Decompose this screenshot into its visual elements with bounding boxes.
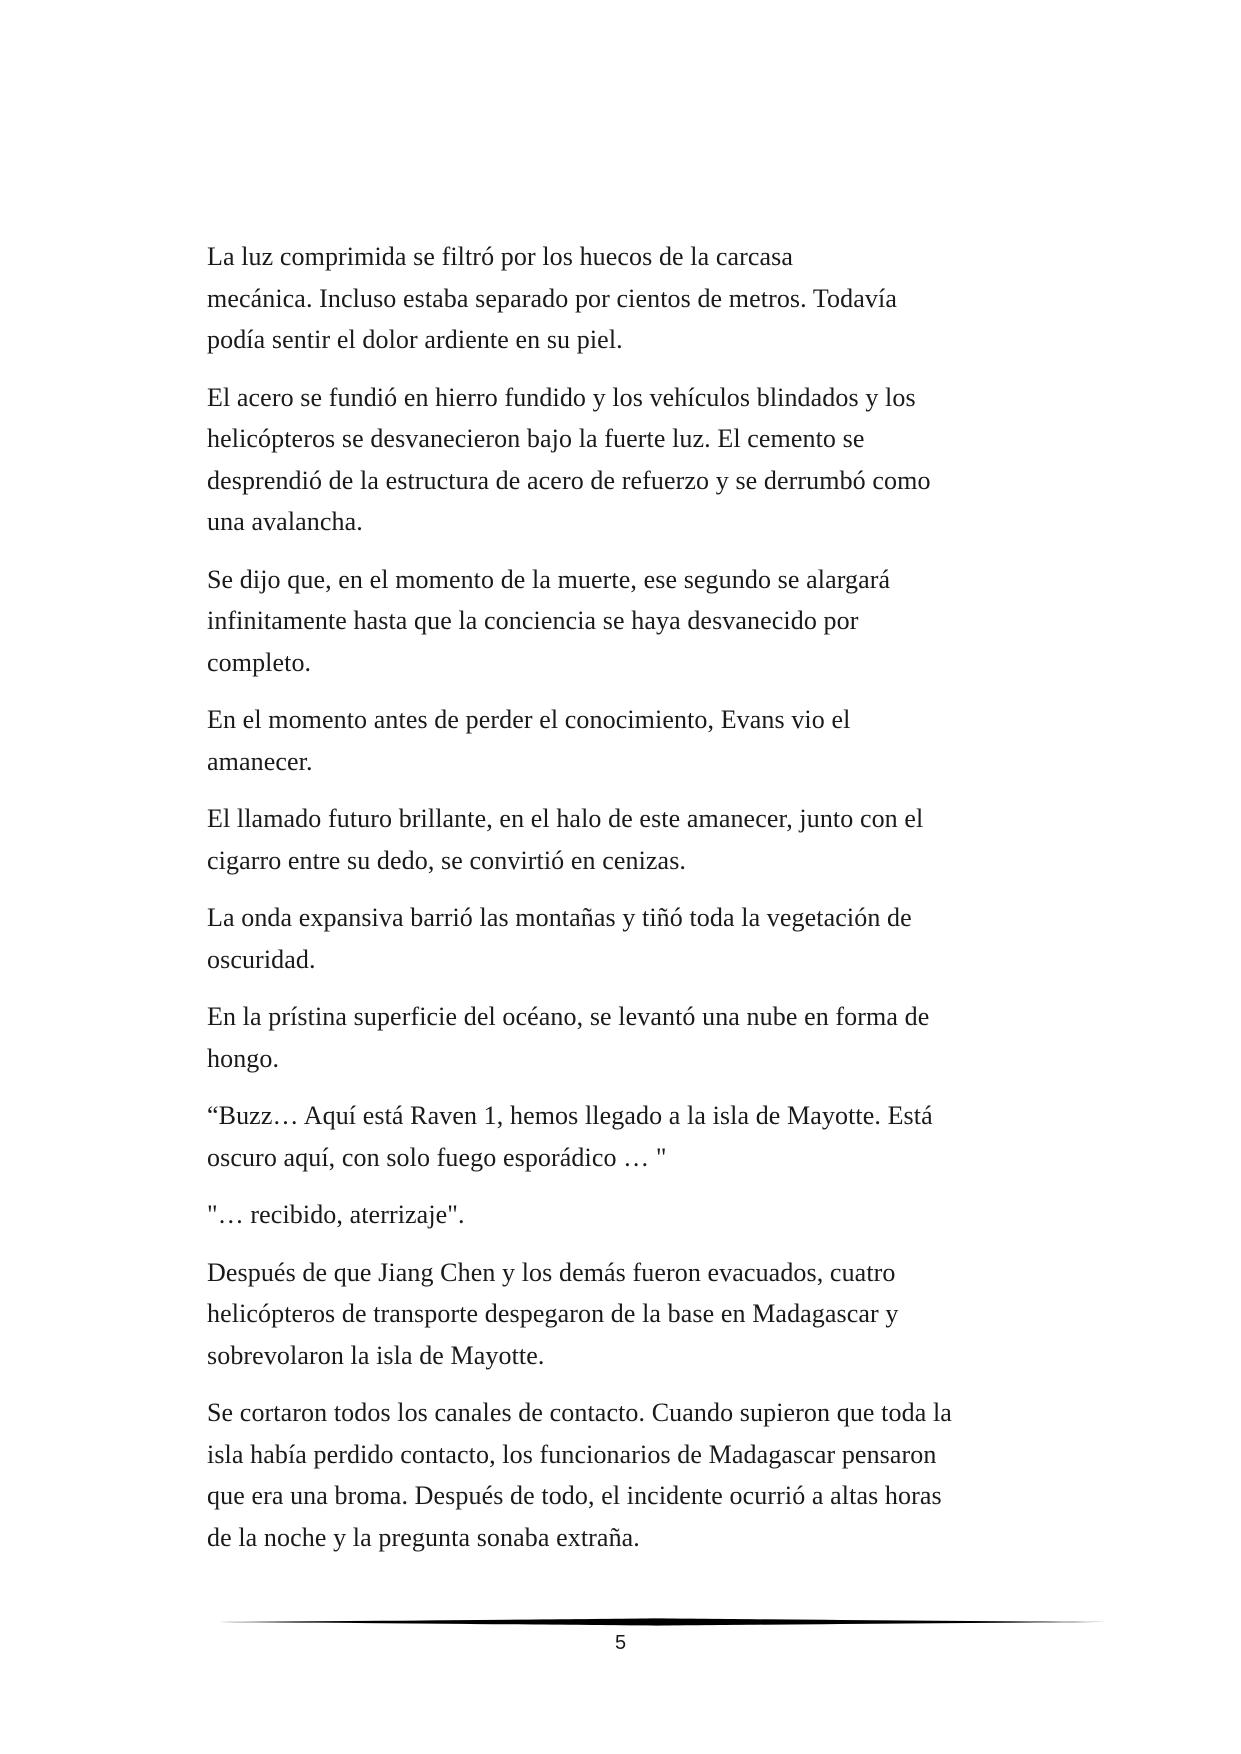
page-number: 5 — [614, 1632, 627, 1654]
paragraph: “Buzz… Aquí está Raven 1, hemos llegado a la isla de Mayotte. Está oscuro aquí, con solo fuego esporádico … " — [207, 1101, 933, 1172]
footer-divider-swash — [207, 1618, 1107, 1625]
paragraph: En el momento antes de perder el conocimiento, Evans vio el amanecer. — [207, 705, 851, 776]
body-text — [207, 236, 1077, 1574]
paragraph: "… recibido, aterrizaje". — [207, 1200, 465, 1229]
paragraph: En la prístina superficie del océano, se levantó una nube en forma de hongo. — [207, 1002, 930, 1073]
paragraph: Se dijo que, en el momento de la muerte, ese segundo se alargará infinitamente hasta que la conciencia se haya desvanecido por completo. — [207, 564, 891, 677]
paragraph: El llamado futuro brillante, en el halo de este amanecer, junto con el cigarro entre su dedo, se convirtió en cenizas. — [207, 804, 924, 875]
footer-divider — [207, 1616, 1107, 1628]
paragraph: La luz comprimida se filtró por los huecos de la carcasa mecánica. Incluso estaba separado por cientos de metros. Todavía podía sentir el dolor ardiente en su piel. — [207, 242, 897, 354]
paragraph: La onda expansiva barrió las montañas y tiñó toda la vegetación de oscuridad. — [207, 903, 912, 974]
paragraph: Después de que Jiang Chen y los demás fueron evacuados, cuatro helicópteros de transporte despegaron de la base en Madagascar y sobrevolaron la isla de Mayotte. — [207, 1257, 899, 1370]
paragraph: El acero se fundió en hierro fundido y los vehículos blindados y los helicópteros se desvanecieron bajo la fuerte luz. El cemento se desprendió de la estructura de acero de refuerzo y se derrumbó como una avalancha. — [207, 382, 931, 536]
paragraph: Se cortaron todos los canales de contacto. Cuando supieron que toda la isla había perdido contacto, los funcionarios de Madagascar pensaron que era una broma. Después de todo, el incidente ocurrió a altas horas de la noche y la pregunta sonaba extraña. — [207, 1398, 952, 1552]
